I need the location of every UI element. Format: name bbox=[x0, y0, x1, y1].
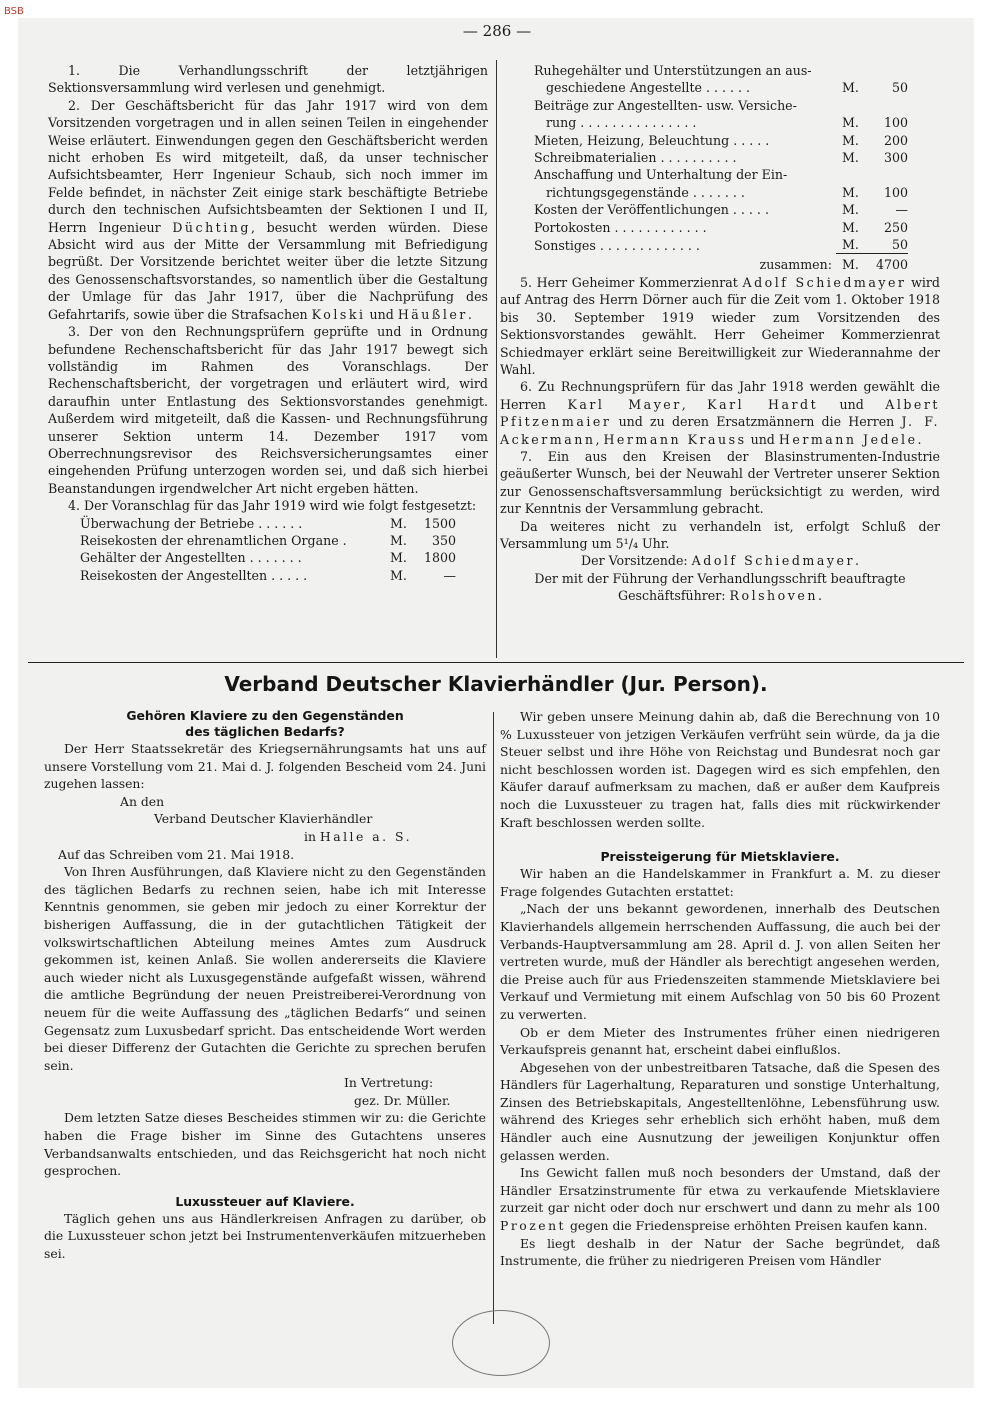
budget-label: Sonstiges . . . . . . . . . . . . . bbox=[534, 237, 700, 253]
budget-currency bbox=[836, 62, 868, 79]
budget-value bbox=[868, 62, 908, 79]
signature-chairman-end: . bbox=[854, 553, 859, 569]
library-mark: BSB bbox=[4, 6, 24, 17]
signature-chairman-label: Der Vorsitzende: bbox=[581, 553, 688, 569]
luxury-tax-paragraph: Täglich gehen uns aus Händlerkreisen Anfragen zu darüber, ob die Luxussteuer schon jetzt bei Instrumentenverkäufen mitzuerheben sei. bbox=[44, 1210, 486, 1262]
budget-currency: M. bbox=[390, 550, 407, 566]
budget-label: Ruhegehälter und Unterstützungen an aus- bbox=[534, 63, 812, 78]
name-haeussler: Häußler bbox=[397, 306, 468, 322]
item-7-paragraph: 7. Ein aus den Kreisen der Blasinstrumenten-Industrie geäußerter Wunsch, bei der Neuwahl der Vertreter unserer Sektion zur Genossenschaftsversammlung berücksichtigt zu werden, wird zur Kenntnis der Versammlung gebracht. bbox=[500, 448, 940, 517]
budget-row bbox=[534, 97, 908, 114]
budget-currency: M. bbox=[842, 115, 859, 131]
bottom-left-column bbox=[44, 708, 486, 1263]
rental-opinion-4-a: Ins Gewicht fallen muß noch besonders der Umstand, daß der Händler Ersatzinstrumente für etwa zu verkaufende Mietsklaviere zurzeit gar nicht oder doch nur erschwert und dann zu mehr als 100 bbox=[500, 1165, 940, 1216]
budget-row bbox=[534, 79, 908, 96]
name-karl-hardt: Karl Hardt bbox=[707, 396, 819, 412]
budget-value: 250 bbox=[883, 219, 908, 235]
budget-value: — bbox=[895, 202, 908, 218]
page-number: — 286 — bbox=[462, 22, 532, 40]
budget-label: Überwachung der Betriebe . . . . . . bbox=[80, 515, 303, 531]
letter-sign-2: gez. Dr. Müller. bbox=[354, 1092, 451, 1108]
signature-secretary-name: Rolshoven bbox=[729, 588, 818, 604]
name-kolski: Kolski bbox=[311, 306, 366, 322]
budget-table-left bbox=[80, 515, 456, 585]
signature-secretary-line: Der mit der Führung der Verhandlungsschrift beauftragte bbox=[534, 570, 906, 586]
budget-label: geschiedene Angestellte . . . . . . bbox=[546, 80, 751, 96]
signature-secretary-end: . bbox=[817, 588, 822, 604]
budget-label: Reisekosten der ehrenamtlichen Organe . bbox=[80, 532, 347, 548]
heading-rental-pianos: Preissteigerung für Mietsklaviere. bbox=[600, 849, 840, 865]
rental-intro: Wir haben an die Handelskammer in Frankfurt a. M. zu dieser Frage folgendes Gutachten erstattet: bbox=[500, 866, 940, 899]
budget-currency: M. bbox=[842, 132, 859, 148]
budget-label: Schreibmaterialien . . . . . . . . . . bbox=[534, 150, 737, 166]
item-6-und-1: und bbox=[839, 396, 864, 412]
budget-row bbox=[534, 166, 908, 183]
item-3-paragraph: 3. Der von den Rechnungsprüfern geprüfte und in Ordnung befundene Rechenschaftsbericht für das Jahr 1917 bewegt sich vollständig im Rahmen des Voranschlags. Der Rechenschaftsbericht, der vorgetragen und erläutert wird, wird daraufhin unter Entlastung des Sektionsvorstandes genehmigt. Außerdem wird mitgeteilt, daß die Kassen- und Rechnungsführung unserer Sektion unterm 14. Dezember 1917 vom Oberrechnungsrevisor des Reichsversicherungsamtes einer eingehenden Prüfung unterzogen worden sei, und daß sich hierbei Beanstandungen irgendwelcher Art nicht ergeben hätten. bbox=[48, 324, 488, 496]
signature-secretary bbox=[500, 587, 940, 604]
name-duechting: Düchting bbox=[172, 219, 251, 235]
letter-sign-1: In Vertretung: bbox=[344, 1075, 434, 1091]
budget-total-currency: M. bbox=[836, 254, 868, 274]
budget-currency: M. bbox=[842, 237, 859, 253]
budget-value: 50 bbox=[891, 80, 908, 96]
budget-row bbox=[534, 62, 908, 79]
name-pfitzenmaier: Albert Pfitzenmaier bbox=[500, 396, 940, 430]
address-line-3 bbox=[44, 828, 486, 846]
rental-opinion-3: Abgesehen von der unbestreitbaren Tatsache, daß die Spesen des Händlers für Lagerhaltung, Reparaturen und sonstige Unterhaltung, Zinsen des Betriebskapitals, Angestelltenlöhne, Lebensführung usw. während des Krieges sehr erheblich sich erhöht haben, muß dem Händler auch eine Ausnutzung der jeweiligen Konjunktur offen gelassen werden. bbox=[500, 1059, 940, 1163]
budget-value: 350 bbox=[431, 532, 456, 548]
budget-currency: M. bbox=[390, 532, 407, 548]
budget-row bbox=[534, 201, 908, 218]
address-in: in bbox=[304, 828, 316, 844]
budget-value: — bbox=[443, 567, 456, 583]
item-2-und: und bbox=[369, 306, 394, 322]
item-6-text-mid: und zu deren Ersatzmännern die Herren bbox=[618, 414, 895, 430]
name-jedele: Hermann Jedele bbox=[778, 431, 918, 447]
budget-currency: M. bbox=[842, 202, 859, 218]
budget-row bbox=[534, 132, 908, 149]
budget-row bbox=[80, 567, 456, 584]
rental-opinion-4-b: gegen die Friedenspreise erhöhten Preisen kaufen kann. bbox=[570, 1218, 928, 1234]
budget-row bbox=[534, 184, 908, 201]
name-karl-mayer: Karl Mayer bbox=[567, 396, 682, 412]
budget-value: 50 bbox=[891, 237, 908, 253]
budget-currency: M. bbox=[842, 150, 859, 166]
budget-value bbox=[868, 97, 908, 114]
letter-reference: Auf das Schreiben vom 21. Mai 1918. bbox=[58, 846, 295, 862]
budget-label: richtungsgegenstände . . . . . . . bbox=[546, 184, 745, 200]
item-2-paragraph bbox=[48, 97, 488, 323]
budget-value bbox=[868, 166, 908, 183]
section-divider bbox=[28, 662, 964, 663]
budget-row bbox=[80, 532, 456, 549]
address-city: Halle a. S. bbox=[319, 828, 413, 844]
name-ackermann: J. F. Ackermann bbox=[500, 414, 940, 447]
name-krauss: Hermann Krauss bbox=[603, 431, 747, 447]
budget-row bbox=[80, 549, 456, 566]
budget-value: 100 bbox=[883, 184, 908, 200]
budget-total-row bbox=[534, 254, 908, 274]
item-5-paragraph bbox=[500, 274, 940, 378]
letter-body: Von Ihren Ausführungen, daß Klaviere nicht zu den Gegenständen des täglichen Bedarfs zu rechnen seien, habe ich mit Interesse Kenntnis genommen, sie geben mir jedoch zu einer Korrektur der bisherigen Auffassung, die in der gutachtlichen Tätigkeit der volkswirtschaftlichen Abteilung meines Amtes zum Ausdruck gekommen ist, keinen Anlaß. Sie wollen andererseits die Klaviere auch wieder nicht als Luxusgegenstände aufgefaßt wissen, während die amtliche Begründung der neuen Preistreiberei-Verordnung von neuem für die weite Auffassung des „täglichen Bedarfs“ und seinen Gegensatz zum Luxusbedarf spricht. Das entscheidende Wort werden bei dieser Differenz der Gutachten die Gerichte zu sprechen berufen sein. bbox=[44, 864, 486, 1073]
budget-label: Gehälter der Angestellten . . . . . . . bbox=[80, 550, 302, 566]
budget-value: 200 bbox=[883, 132, 908, 148]
budget-total-value: 4700 bbox=[868, 254, 908, 274]
item-2-end: . bbox=[467, 306, 472, 322]
budget-currency: M. bbox=[842, 219, 859, 235]
address-line-1: An den bbox=[120, 793, 165, 809]
budget-row bbox=[534, 114, 908, 131]
item-6-end: . bbox=[917, 431, 922, 447]
rental-percent-word: Prozent bbox=[500, 1218, 567, 1234]
budget-row bbox=[534, 219, 908, 236]
budget-value: 1800 bbox=[423, 550, 456, 566]
address-line-2: Verband Deutscher Klavierhändler bbox=[154, 811, 373, 827]
budget-label: Anschaffung und Unterhaltung der Ein- bbox=[534, 167, 788, 183]
item-5-text-a: 5. Herr Geheimer Kommerzienrat bbox=[520, 274, 738, 290]
budget-row bbox=[534, 149, 908, 166]
budget-table-right bbox=[534, 62, 908, 274]
budget-total-label: zusammen: bbox=[759, 257, 832, 273]
signature-chairman-name: Adolf Schiedmayer bbox=[691, 553, 855, 569]
budget-label: Portokosten . . . . . . . . . . . . bbox=[534, 219, 707, 235]
item-6-und-2: und bbox=[750, 431, 775, 447]
rental-opinion-4 bbox=[500, 1164, 940, 1234]
budget-row bbox=[534, 236, 908, 254]
rental-opinion-2: Ob er dem Mieter des Instrumentes früher einen niedrigeren Verkaufspreis genannt hat, erscheint dabei einflußlos. bbox=[500, 1024, 940, 1058]
budget-label: Reisekosten der Angestellten . . . . . bbox=[80, 567, 308, 583]
top-right-column bbox=[500, 62, 940, 605]
budget-row bbox=[80, 515, 456, 532]
item-4-paragraph: 4. Der Voranschlag für das Jahr 1919 wird wie folgt festgesetzt: bbox=[68, 498, 477, 514]
column-divider-bottom bbox=[493, 712, 494, 1324]
signature-secretary-label: Geschäftsführer: bbox=[618, 588, 726, 604]
bottom-right-column bbox=[500, 708, 940, 1270]
budget-currency bbox=[836, 166, 868, 183]
signature-chairman bbox=[500, 552, 940, 569]
closing-paragraph: Da weiteres nicht zu verhandeln ist, erfolgt Schluß der Versammlung um 5¹/₄ Uhr. bbox=[500, 518, 940, 551]
heading-luxury-tax: Luxussteuer auf Klaviere. bbox=[175, 1193, 355, 1209]
budget-value: 300 bbox=[883, 150, 908, 166]
budget-currency: M. bbox=[390, 567, 407, 583]
luxury-tax-opinion: Wir geben unsere Meinung dahin ab, daß die Berechnung von 10 % Luxussteuer von jetzigen Verkäufen verfrüht sein würde, da ja die Steuer selbst und ihre Höhe von Reichstag und Bundesrat noch gar nicht beschlossen worden ist. Dagegen wird es sich empfehlen, den Käufer darauf aufmerksam zu machen, daß er außer dem Kaufpreis noch die Luxussteuer zu tragen hat, falls dies mit rückwirkender Kraft beschlossen werden sollte. bbox=[500, 709, 940, 830]
item-5-text-b: wird auf Antrag des Herrn Dörner auch für die Zeit vom 1. Oktober 1918 bis 30. September 1919 wieder zum Vorsitzenden des Sektionsvorstandes gewählt. Herr Geheimer Kommerzienrat Schiedmayer erklärt seine Bereitwilligkeit zur Wiederannahme der Wahl. bbox=[500, 274, 940, 377]
budget-label: Beiträge zur Angestellten- usw. Versiche- bbox=[534, 97, 797, 113]
budget-value: 1500 bbox=[423, 515, 456, 531]
rental-opinion-1: „Nach der uns bekannt gewordenen, innerhalb des Deutschen Klavierhandels allgemein herrschenden Auffassung, die auch bei der Verbands-Hauptversammlung am 28. April d. J. von allen Seiten her vertreten wurde, muß der Händler als berechtigt angesehen werden, die Preise auch für aus Friedenszeiten stammende Mietsklaviere bei Verkauf und Vermietung mit einem Aufschlag von 50 bis 60 Prozent zu verwerten. bbox=[500, 901, 940, 1022]
budget-label: Kosten der Veröffentlichungen . . . . . bbox=[534, 202, 769, 218]
item-2-text-b: , besucht werden würden. Diese Absicht wird aus der Mitte der Versammlung mit Befriedigung begrüßt. Der Vorsitzende berichtet weiter über die letzte Sitzung des Genossenschaftsvorstandes, so namentlich über die Gestaltung der Umlage für das Jahr 1917, über die Nachprüfung des Gefahrtarifs, sowie über die Strafsachen bbox=[48, 219, 488, 322]
library-stamp bbox=[452, 1310, 550, 1376]
heading-daily-needs: Gehören Klaviere zu den Gegenständen des täglichen Bedarfs? bbox=[126, 708, 404, 739]
column-divider-top bbox=[496, 60, 497, 658]
budget-value: 100 bbox=[883, 115, 908, 131]
section-title: Verband Deutscher Klavierhändler (Jur. Person). bbox=[224, 672, 768, 696]
budget-currency: M. bbox=[390, 515, 407, 531]
budget-currency bbox=[836, 97, 868, 114]
name-schiedmayer: Adolf Schiedmayer bbox=[742, 274, 907, 290]
budget-currency: M. bbox=[842, 80, 859, 96]
item-6-text-a: 6. Zu Rechnungsprüfern für das Jahr 1918 werden gewählt die Herren bbox=[500, 379, 940, 412]
budget-label: rung . . . . . . . . . . . . . . . bbox=[546, 115, 697, 131]
daily-needs-intro: Der Herr Staatssekretär des Kriegsernährungsamts hat uns auf unsere Vorstellung vom 21. Mai d. J. folgenden Bescheid vom 24. Juni zugehen lassen: bbox=[44, 741, 486, 792]
top-left-column bbox=[48, 62, 488, 584]
item-6-paragraph: 6. Zu Rechnungsprüfern für das Jahr 1918 werden gewählt die Herren Karl Mayer, Karl Hardt und Albert Pfitzenmaier und zu deren Ersatzmännern die Herren J. F. Ackermann, Hermann Krauss und Hermann Jedele. bbox=[500, 379, 940, 447]
budget-label: Mieten, Heizung, Beleuchtung . . . . . bbox=[534, 132, 770, 148]
item-2-text-a: 2. Der Geschäftsbericht für das Jahr 1917 wird von dem Vorsitzenden vorgetragen und in allen seinen Teilen in eingehender Weise erläutert. Einwendungen gegen den Geschäftsbericht werden nicht erhoben Es wird mitgeteilt, daß, da unser technischer Aufsichtsbeamter, Herr Ingenieur Schaub, sich noch immer im Felde befindet, in nächster Zeit einige stark beschäftigte Betriebe durch den technischen Aufsichtsbeamten der Sektionen I und II, Herrn Ingenieur bbox=[48, 97, 488, 235]
budget-currency: M. bbox=[842, 184, 859, 200]
rental-opinion-5: Es liegt deshalb in der Natur der Sache begründet, daß Instrumente, die früher zu niedrigeren Preisen vom Händler bbox=[500, 1235, 940, 1269]
daily-needs-comment: Dem letzten Satze dieses Bescheides stimmen wir zu: die Gerichte haben die Frage bisher im Sinne des Gutachtens unseres Verbandsanwalts entschieden, und das Reichsgericht hat noch nicht gesprochen. bbox=[44, 1110, 486, 1179]
item-1-paragraph: 1. Die Verhandlungsschrift der letztjährigen Sektionsversammlung wird verlesen und genehmigt. bbox=[48, 63, 488, 96]
